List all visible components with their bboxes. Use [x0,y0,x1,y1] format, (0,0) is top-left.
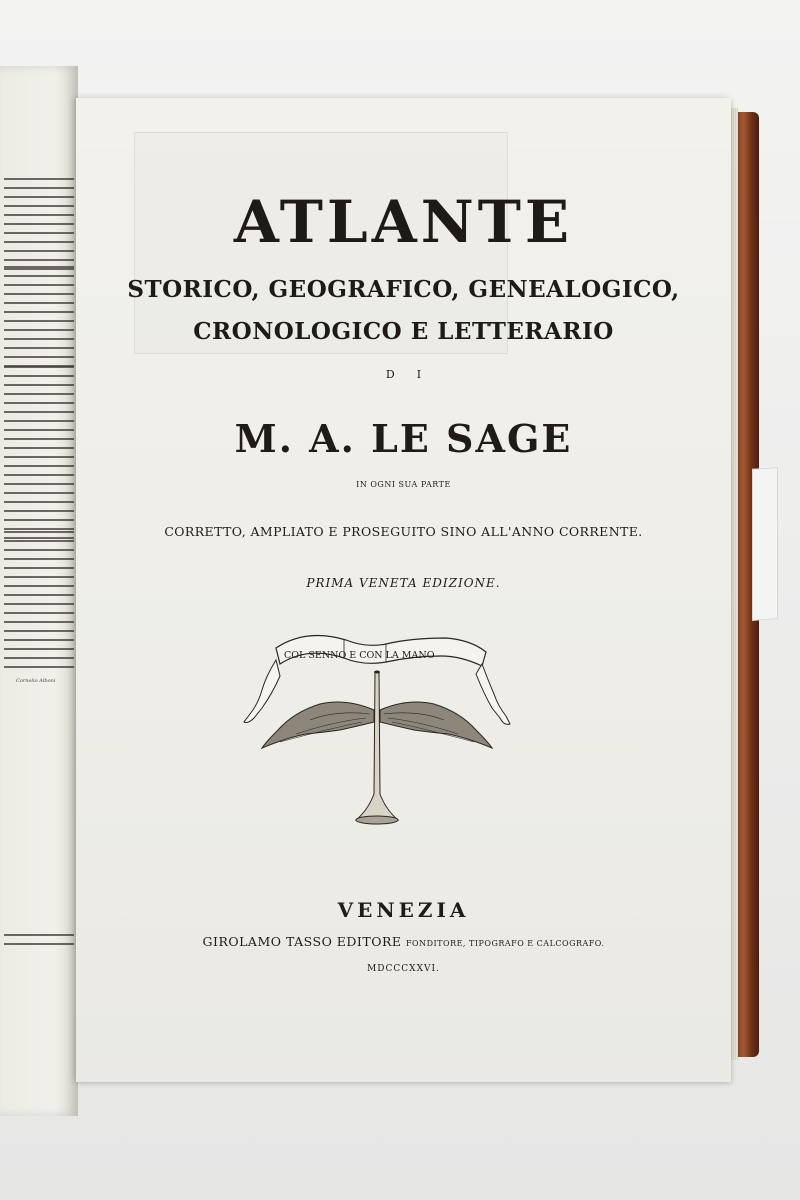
publisher-name: GIROLAMO TASSO EDITORE [202,934,402,949]
printer-device-emblem [236,618,516,848]
title: ATLANTE [233,188,574,256]
left-page-text-block-5 [4,934,74,952]
svg-text:COL SENNO E CON LA MANO: COL SENNO E CON LA MANO [284,650,435,661]
subtitle-line-1: STORICO, GEOGRAFICO, GENEALOGICO, [127,276,680,303]
left-page-text-block-3 [4,366,74,546]
left-page-text-block-4 [4,531,74,675]
in-ogni-sua-parte: IN OGNI SUA PARTE [356,480,451,489]
left-page [0,66,78,1116]
publisher-line [76,934,731,949]
left-page-text-block-1 [4,178,74,277]
subtitle-line-2: CRONOLOGICO E LETTERARIO [193,318,614,345]
left-page-caption: Cornelio Alboni [16,678,56,684]
place-venezia: VENEZIA [337,898,470,922]
emblem-plate-mark [134,132,508,354]
author: M. A. LE SAGE [234,416,573,461]
left-page-text-block-2 [4,266,74,374]
di-text: DI [385,368,444,381]
publication-year: MDCCCXXVI. [367,964,440,974]
edition: PRIMA VENETA EDIZIONE. [306,576,501,590]
title-page [76,98,731,1082]
corretto-line: CORRETTO, AMPLIATO E PROSEGUITO SINO ALL'ANNO CORRENTE. [164,524,643,539]
bookmark-paper [752,467,778,621]
publisher-roles: FONDITORE, TIPOGRAFO E CALCOGRAFO. [405,939,605,948]
